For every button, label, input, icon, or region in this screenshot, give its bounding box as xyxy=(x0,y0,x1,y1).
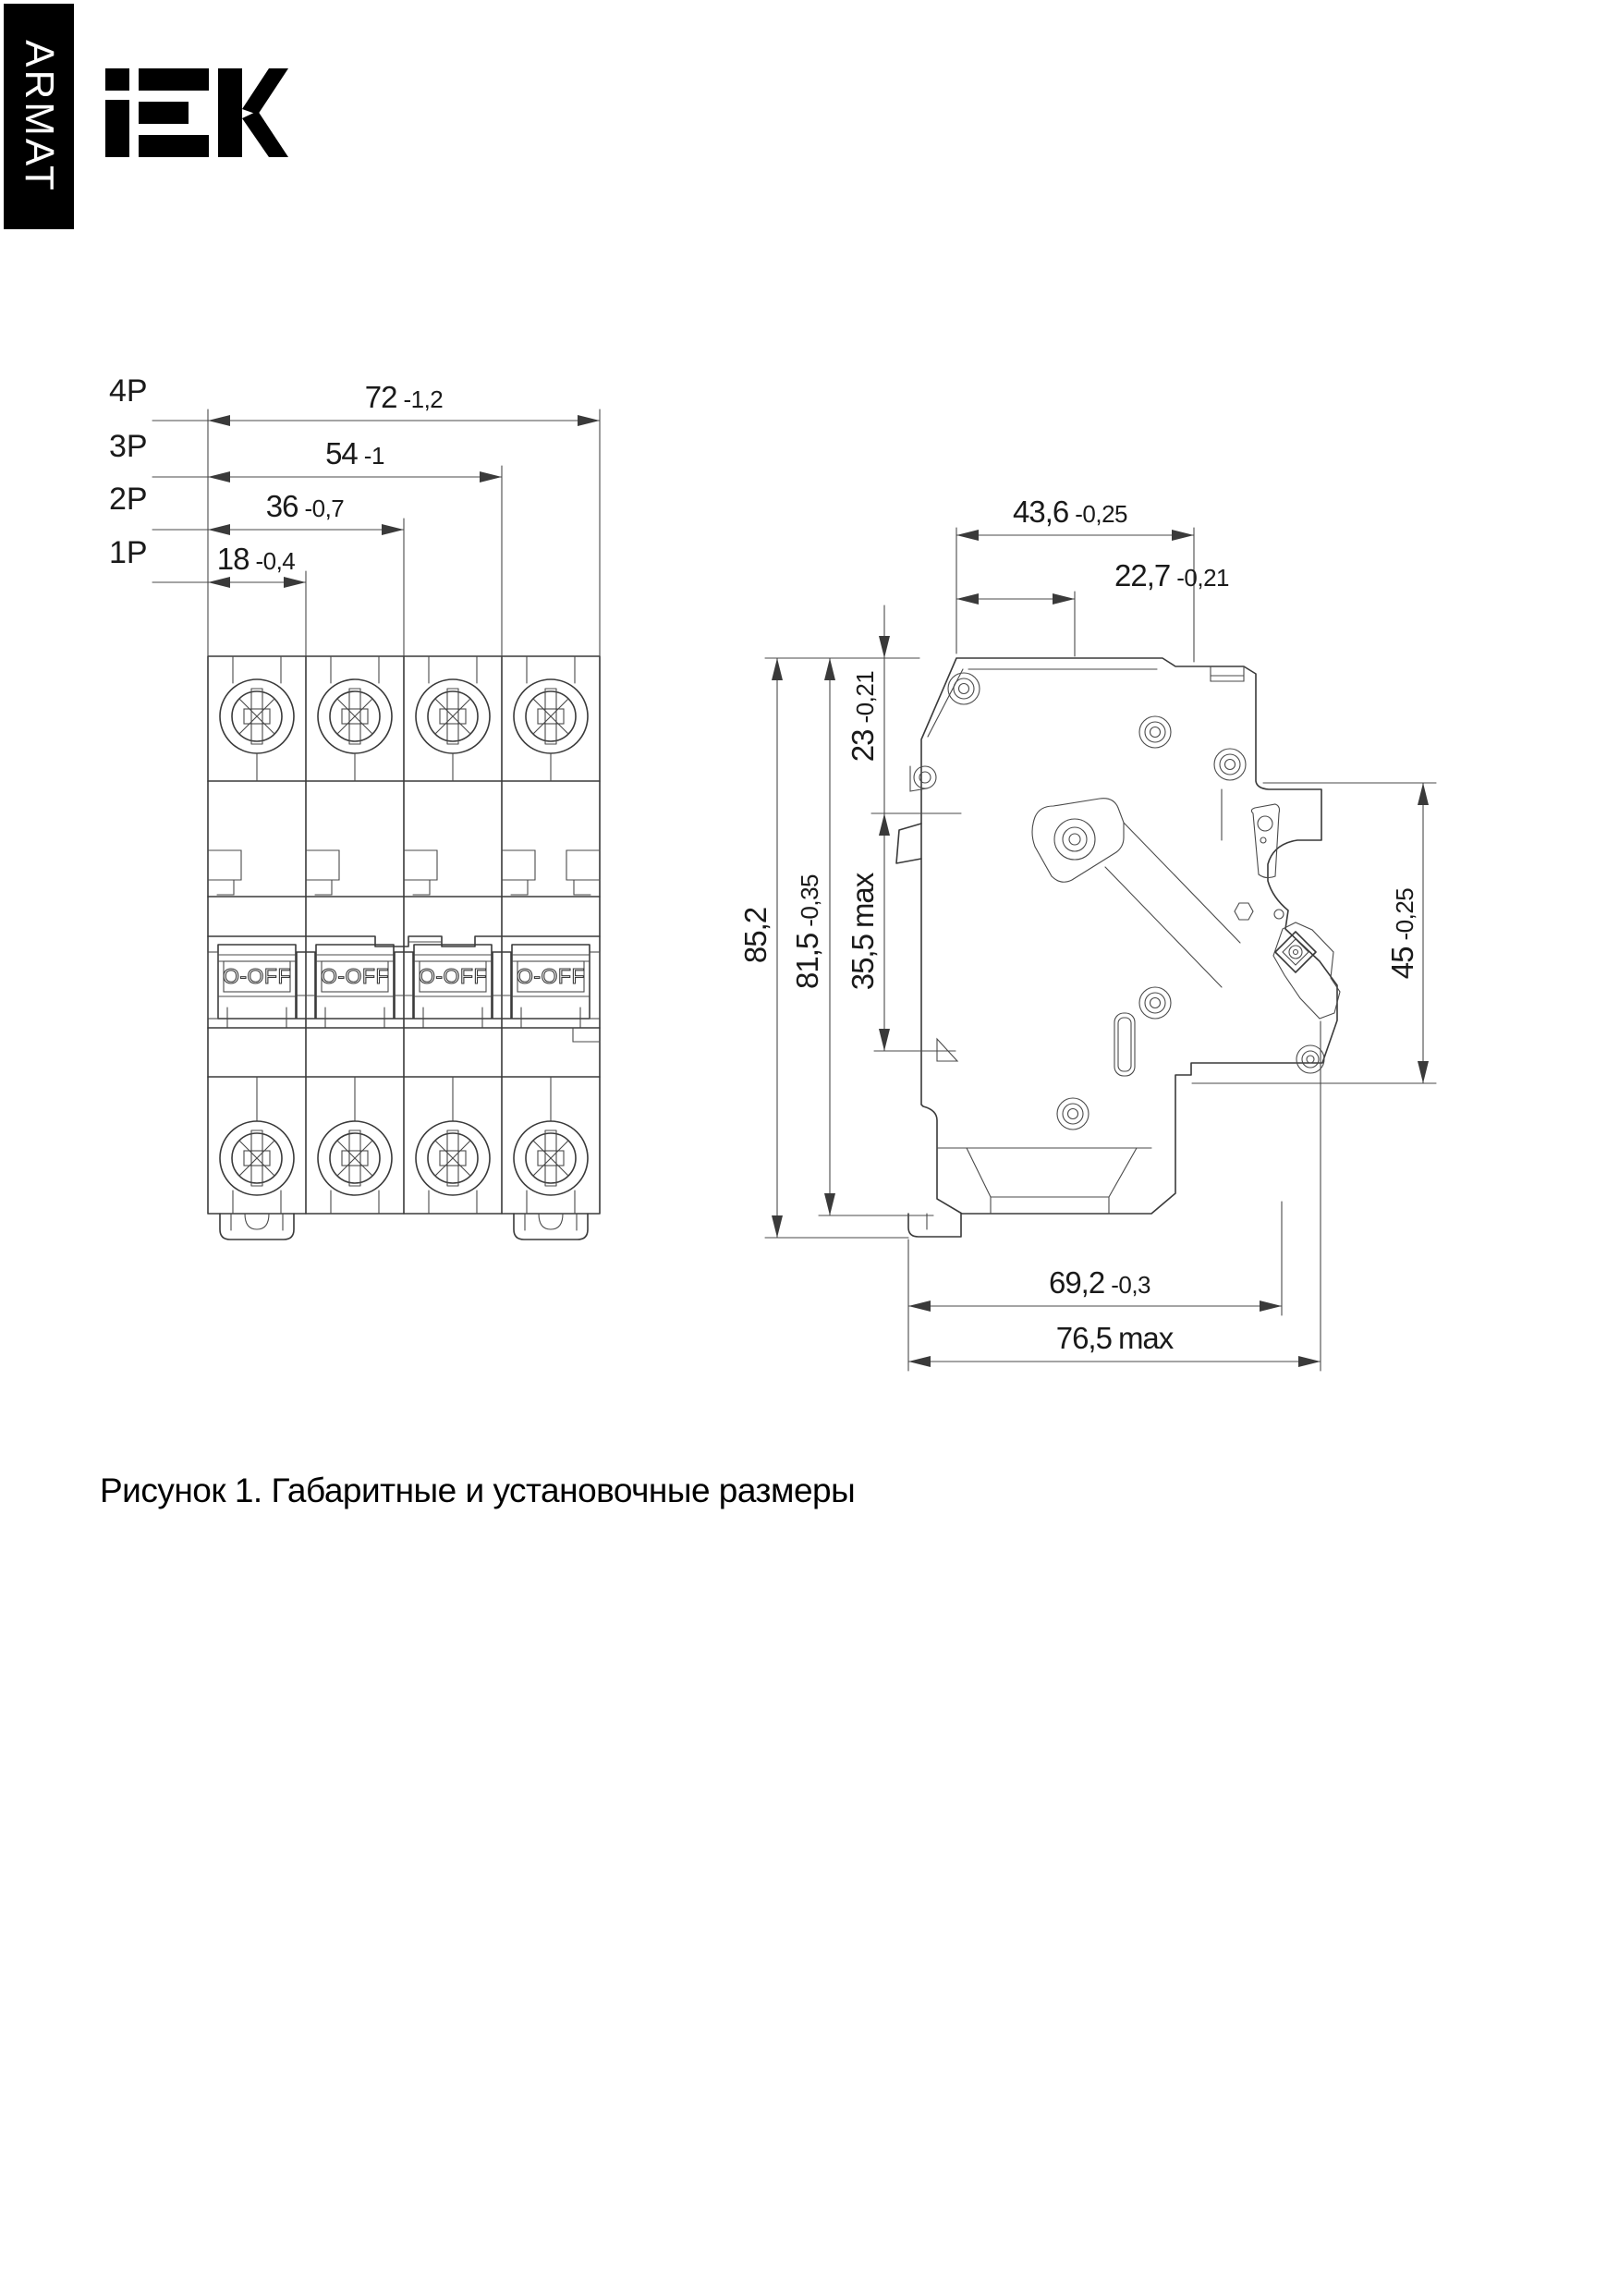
dim-width-4p: 72 -1,2 xyxy=(364,380,444,414)
front-view xyxy=(208,656,600,1240)
dim-depth-front: 22,7 -0,21 xyxy=(1114,558,1229,592)
figure-caption: Рисунок 1. Габаритные и установочные размеры xyxy=(100,1472,856,1509)
dim-width-2p: 36 -0,7 xyxy=(265,489,345,523)
pole-label-3p: 3P xyxy=(109,429,148,464)
dim-depth-total: 43,6 -0,25 xyxy=(1013,495,1127,529)
dim-overall-height: 85,2 xyxy=(738,907,773,964)
toggle-label-1: O-OFF xyxy=(222,964,292,988)
dim-width-3p: 54 -1 xyxy=(325,436,384,470)
side-view xyxy=(896,658,1340,1237)
dim-mount-depth: 69,2 -0,3 xyxy=(1048,1265,1151,1300)
dim-front-height: 35,5 max xyxy=(846,873,880,991)
pole-label-4p: 4P xyxy=(109,373,148,409)
screw-bosses xyxy=(948,673,1324,1130)
dim-top-offset: 23 -0,21 xyxy=(846,670,880,763)
armat-series-label: ARMAT xyxy=(17,40,62,193)
dim-width-1p: 18 -0,4 xyxy=(216,542,296,576)
din-latch xyxy=(1273,922,1340,1019)
pole-label-1p: 1P xyxy=(109,535,148,570)
dim-din-height: 45 -0,25 xyxy=(1385,887,1419,980)
din-clips xyxy=(220,1214,588,1240)
toggle-label-4: O-OFF xyxy=(516,964,586,988)
dim-max-depth: 76,5 max xyxy=(1055,1321,1174,1355)
toggle-label-2: O-OFF xyxy=(320,964,390,988)
toggle-label-3: O-OFF xyxy=(418,964,488,988)
dim-body-height: 81,5 -0,35 xyxy=(790,874,824,989)
pole-label-2p: 2P xyxy=(109,482,148,517)
